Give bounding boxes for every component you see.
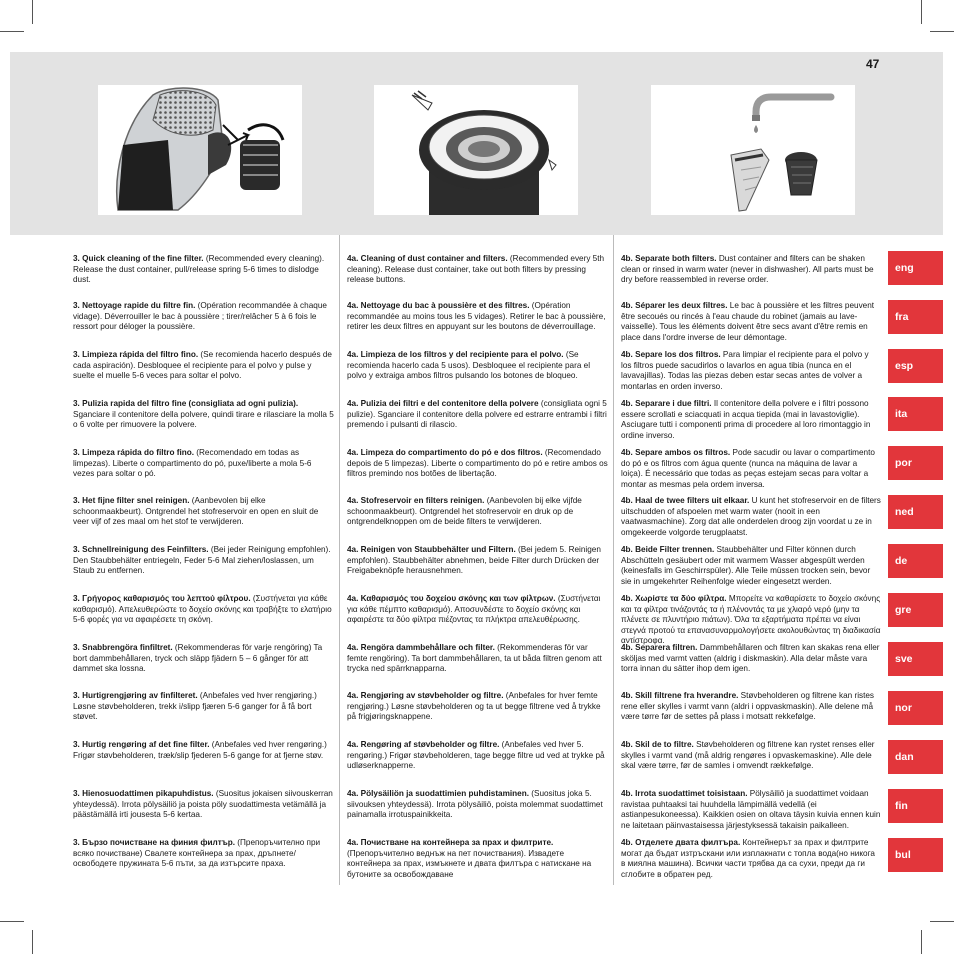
instruction-title: 4b. Separe ambos os filtros. bbox=[621, 448, 731, 457]
instruction-fra bbox=[73, 301, 335, 333]
instruction-title: 3. Hienosuodattimen pikapuhdistus. bbox=[73, 789, 214, 798]
instruction-text: (Opération recommandée au moins tous les 5 vidages). Retirer le bac à poussière, retirer les deux filtres en appuyant sur les boutons de déverrouillage. bbox=[347, 301, 606, 331]
crop-mark bbox=[32, 0, 33, 24]
instruction-text: (Bei jedem 5. Reinigen empfohlen). Staubbehälter abnehmen, beide Filter durch Drücken der Freigabeknöpfe herausnehmen. bbox=[347, 545, 601, 575]
instruction-title: 3. Бързо почистване на финия филтър. bbox=[73, 838, 235, 847]
instruction-dan bbox=[73, 740, 335, 761]
instruction-title: 4a. Rengjøring av støvbeholder og filtre. bbox=[347, 691, 504, 700]
instruction-por bbox=[73, 448, 335, 480]
instruction-text: (Recomendado depois de 5 limpezas). Liberte o compartimento do pó e retire ambos os filtros premindo nos botões de libertação. bbox=[347, 448, 608, 478]
instruction-gre bbox=[621, 594, 881, 647]
instruction-title: 4a. Rengöra dammbehållare och filter. bbox=[347, 643, 495, 652]
instruction-gre bbox=[73, 594, 335, 626]
language-tab-ned: ned bbox=[888, 495, 943, 529]
instruction-title: 3. Schnellreinigung des Feinfilters. bbox=[73, 545, 209, 554]
instruction-title: 4a. Stofreservoir en filters reinigen. bbox=[347, 496, 485, 505]
instruction-sve bbox=[621, 643, 881, 675]
instruction-title: 4a. Reinigen von Staubbehälter und Filtern. bbox=[347, 545, 516, 554]
instruction-text: Støvbeholderen og filtrene kan rystet renses eller skylles i varmt vand (må aldrig rengøres i opvaskemaskine). Alle dele skal være tørre, før de samles i omvendt rækkefølge. bbox=[621, 740, 875, 770]
instruction-title: 4a. Cleaning of dust container and filters. bbox=[347, 254, 508, 263]
instruction-title: 3. Pulizia rapida del filtro fine (consigliata ad ogni pulizia). bbox=[73, 399, 299, 408]
instruction-text: (Recommended every 5th cleaning). Release dust container, take out both filters by pressing release buttons. bbox=[347, 254, 605, 284]
instruction-ita bbox=[621, 399, 881, 441]
language-tab-dan: dan bbox=[888, 740, 943, 774]
language-tab-fra: fra bbox=[888, 300, 943, 334]
crop-mark bbox=[32, 930, 33, 954]
instruction-text: Il contenitore della polvere e i filtri possono essere scrollati e sciacquati in acqua tiepida (mai in lavastoviglie). Asciugare tutti i componenti prima di procedere al loro rimontaggio in ordine inverso. bbox=[621, 399, 871, 440]
illustration-separate-filters bbox=[651, 85, 855, 215]
instruction-nor bbox=[347, 691, 609, 723]
instruction-title: 4b. Separe los dos filtros. bbox=[621, 350, 721, 359]
instruction-text: (Anbefales ved hver rengøring.) Frigør støvbeholderen, træk/slip fjederen 5-6 gange for at fjerne støv. bbox=[73, 740, 327, 760]
language-tab-fin: fin bbox=[888, 789, 943, 823]
instruction-esp bbox=[347, 350, 609, 382]
crop-mark bbox=[921, 930, 922, 954]
language-tab-por: por bbox=[888, 446, 943, 480]
instruction-title: 4a. Καθαρισμός του δοχείου σκόνης και των φίλτρων. bbox=[347, 594, 556, 603]
instruction-ned bbox=[347, 496, 609, 528]
instruction-text: Контейнерът за прах и филтрите могат да бъдат изтръскани или изплакнати с топла вода(но никога в миялна машина). Всички части трябва да са сухи, преди да ги сглобите в обратен ред. bbox=[621, 838, 875, 879]
instruction-title: 4b. Separate both filters. bbox=[621, 254, 717, 263]
instruction-bul bbox=[621, 838, 881, 880]
instruction-bul bbox=[347, 838, 609, 880]
illustration-dust-container bbox=[374, 85, 578, 215]
instruction-text: (Συστήνεται για κάθε πέμπτο καθαρισμό). Αποσυνδέστε το δοχείο σκόνης και αφαιρέστε τα δύο φίλτρα πιέζοντας τα πλήκτρα απελευθέρωσης. bbox=[347, 594, 601, 624]
language-tab-nor: nor bbox=[888, 691, 943, 725]
instruction-text: (Aanbevolen bij elke vijfde schoonmaakbeurt). Ontgrendel het stofreservoir en druk op de ontgrendelknoppen om de beide filters te verwijderen. bbox=[347, 496, 582, 526]
instruction-text: Sganciare il contenitore della polvere, quindi tirare e rilasciare la molla 5 o 6 volte per rimuovere la polvere. bbox=[73, 409, 334, 429]
instruction-eng bbox=[621, 254, 881, 286]
instruction-text: (Recommended every cleaning). Release the dust container, pull/release spring 5-6 times to dislodge dust. bbox=[73, 254, 325, 284]
instruction-gre bbox=[347, 594, 609, 626]
instruction-title: 4a. Limpeza do compartimento do pó e dos filtros. bbox=[347, 448, 543, 457]
crop-mark bbox=[0, 31, 24, 32]
instruction-text: (Anbefales for hver femte rengjøring.) Løsne støvbeholderen og ta ut begge filtrene ved å trykke på frigjøringsknappene. bbox=[347, 691, 601, 721]
crop-mark bbox=[921, 0, 922, 24]
instruction-title: 4a. Nettoyage du bac à poussière et des filtres. bbox=[347, 301, 530, 310]
instruction-esp bbox=[73, 350, 335, 382]
illustration-quick-clean bbox=[98, 85, 302, 215]
instruction-eng bbox=[73, 254, 335, 286]
instruction-title: 4b. Séparer les deux filtres. bbox=[621, 301, 728, 310]
instruction-text: Støvbeholderen og filtrene kan ristes rene eller skylles i varmt vann (aldri i oppvaskmaskin). Alle delene må være tørre før de settes på plass i motsatt rekkefølge. bbox=[621, 691, 875, 721]
instruction-text: Para limpiar el recipiente para el polvo y los filtros puede sacudirlos o lavarlos en agua tibia (nunca en el lavavajillas). Todas las piezas deben estar secas antes de volver a montarlas en orden inverso. bbox=[621, 350, 869, 391]
instruction-text: (Aanbevolen bij elke schoonmaakbeurt). Ontgrendel het stofreservoir en open en sluit de veer vijf of zes maal om het stof te verwijderen. bbox=[73, 496, 319, 526]
language-tab-ita: ita bbox=[888, 397, 943, 431]
instruction-dan bbox=[347, 740, 609, 772]
instruction-fra bbox=[621, 301, 881, 343]
instruction-title: 4b. Haal de twee filters uit elkaar. bbox=[621, 496, 750, 505]
instruction-text: (Se recomienda hacerlo cada 5 usos). Desbloquee el recipiente para el polvo y extraiga ambos filtros pulsando los botones de bloqueo. bbox=[347, 350, 591, 380]
instruction-title: 4a. Limpieza de los filtros y del recipiente para el polvo. bbox=[347, 350, 564, 359]
instruction-nor bbox=[621, 691, 881, 723]
instruction-ned bbox=[621, 496, 881, 538]
column-divider bbox=[613, 235, 614, 885]
language-tab-de: de bbox=[888, 544, 943, 578]
instruction-fin bbox=[621, 789, 881, 831]
instruction-text: Dust container and filters can be shaken clean or rinsed in warm water (never in dishwasher). All parts must be dry before reassembled in reverse order. bbox=[621, 254, 874, 284]
language-tab-sve: sve bbox=[888, 642, 943, 676]
instruction-title: 4a. Pulizia dei filtri e del contenitore della polvere bbox=[347, 399, 539, 408]
instruction-text: (Suositus jokaisen siivouskerran yhteydessä). Irrota pölysäiliö ja poista pöly suodattimesta vetämällä ja päästämällä irti jousesta 5-6 kertaa. bbox=[73, 789, 333, 819]
instruction-text: (Opération recommandée à chaque vidage). Déverrouiller le bac à poussière ; tirer/relâcher 5 à 6 fois le ressort pour déloger la poussière. bbox=[73, 301, 327, 331]
instruction-por bbox=[347, 448, 609, 480]
instruction-title: 4b. Skill filtrene fra hverandre. bbox=[621, 691, 739, 700]
column-divider bbox=[339, 235, 340, 885]
instruction-text: (Bei jeder Reinigung empfohlen). Den Staubbehälter entriegeln, Feder 5-6 Mal ziehen/loslassen, um Staub zu entfernen. bbox=[73, 545, 331, 575]
language-tab-bul: bul bbox=[888, 838, 943, 872]
instruction-text: (Recomendado em todas as limpezas). Liberte o compartimento do pó, puxe/liberte a mola 5-6 vezes para soltar o pó. bbox=[73, 448, 312, 478]
instruction-nor bbox=[73, 691, 335, 723]
instruction-bul bbox=[73, 838, 335, 870]
instruction-text: Staubbehälter und Filter können durch Abschütteln gesäubert oder mit warmem Wasser abgespült werden (keinesfalls im Geschirrspüler). Alle Teile müssen trocken sein, bevor sie in umgekehrter Reihenfolge wieder eingesetzt werden. bbox=[621, 545, 871, 586]
crop-mark bbox=[930, 921, 954, 922]
instruction-title: 4a. Rengøring af støvbeholder og filtre. bbox=[347, 740, 500, 749]
instruction-title: 4a. Почистване на контейнера за прах и филтрите. bbox=[347, 838, 554, 847]
instruction-sve bbox=[73, 643, 335, 675]
instruction-dan bbox=[621, 740, 881, 772]
filters-faucet-illustration bbox=[651, 85, 855, 215]
instruction-title: 4b. Skil de to filtre. bbox=[621, 740, 694, 749]
instruction-title: 3. Limpeza rápida do filtro fino. bbox=[73, 448, 195, 457]
instruction-text: Le bac à poussière et les filtres peuvent être secoués ou rincés à l'eau chaude du robinet (jamais au lave-vaisselle). Tous les éléments doivent être secs avant d'être remis en place dans l'ordre inverse de leur démontage. bbox=[621, 301, 875, 342]
instruction-sve bbox=[347, 643, 609, 675]
instruction-text: Pölysäiliö ja suodattimet voidaan ravistaa puhtaaksi tai huuhdella lämpimällä vedellä (ei astianpesukoneessa). Kaikkien osien on oltava täysin kuivia ennen kuin ne laitetaan päinvastaisessa järjestyksessä takaisin paikalleen. bbox=[621, 789, 881, 830]
instruction-text: U kunt het stofreservoir en de filters uitschudden of afspoelen met warm water (nooit in een vaatwasmachine). Zorg dat alle onderdelen droog zijn voordat u ze in omgekeerde volgorde terugplaatst. bbox=[621, 496, 881, 537]
page-number: 47 bbox=[866, 57, 880, 71]
instruction-title: 3. Nettoyage rapide du filtre fin. bbox=[73, 301, 196, 310]
instruction-title: 4b. Separare i due filtri. bbox=[621, 399, 712, 408]
language-tab-eng: eng bbox=[888, 251, 943, 285]
instruction-title: 3. Snabbrengöra finfiltret. bbox=[73, 643, 173, 652]
instruction-text: (Se recomienda hacerlo después de cada aspiración). Desbloquee el recipiente para el polvo y pulse y suelte el muelle 5-6 veces para soltar el polvo. bbox=[73, 350, 332, 380]
instruction-title: 3. Limpieza rápida del filtro fino. bbox=[73, 350, 199, 359]
instruction-text: Pode sacudir ou lavar o compartimento do pó e os filtros com água quente (nunca na máquina de lavar a loiça). É necessário que todas as peças estejam secas para voltar a montar as mesmas pela ordem inversa. bbox=[621, 448, 875, 489]
instruction-fin bbox=[347, 789, 609, 821]
instruction-ned bbox=[73, 496, 335, 528]
instruction-text: (consigliata ogni 5 pulizie). Sganciare il contenitore della polvere ed estrarre entrambi i filtri premendo i pulsanti di rilascio. bbox=[347, 399, 607, 429]
instruction-eng bbox=[347, 254, 609, 286]
crop-mark bbox=[0, 921, 24, 922]
instruction-text: Dammbehållaren och filtren kan skakas rena eller sköljas med varmt vatten (aldrig i diskmaskin). Alla delar måste vara torra innan du sätter ihop dem igen. bbox=[621, 643, 880, 673]
instruction-text: (Rekommenderas för var femte rengöring). Ta bort dammbehållaren, ta ut båda filtren genom att trycka ned spärrknapparna. bbox=[347, 643, 602, 673]
language-tab-esp: esp bbox=[888, 349, 943, 383]
instruction-text: (Препоръчително при всяко почистване) Свалете контейнера за прах, дръпнете/освободете пружината 5-6 пъти, за да изтърсите праха. bbox=[73, 838, 321, 868]
instruction-title: 3. Quick cleaning of the fine filter. bbox=[73, 254, 204, 263]
dust-container-illustration bbox=[374, 85, 578, 215]
instruction-title: 4b. Отделете двата филтъра. bbox=[621, 838, 741, 847]
instruction-text: (Rekommenderas för varje rengöring) Ta bort dammbehållaren, tryck och släpp fjädern 5 – 6 gånger för att dammet ska lossna. bbox=[73, 643, 323, 673]
instruction-title: 3. Γρήγορος καθαρισμός του λεπτού φίλτρου. bbox=[73, 594, 251, 603]
instruction-title: 4b. Separera filtren. bbox=[621, 643, 698, 652]
vacuum-filter-illustration bbox=[98, 85, 302, 215]
instruction-de bbox=[347, 545, 609, 577]
instruction-title: 3. Hurtig rengøring af det fine filter. bbox=[73, 740, 210, 749]
instruction-title: 3. Hurtigrengjøring av finfilteret. bbox=[73, 691, 198, 700]
instruction-text: (Suositus joka 5. siivouksen yhteydessä). Irrota pölysäiliö, poista molemmat suodattimet painamalla irrotuspainikkeita. bbox=[347, 789, 603, 819]
instruction-title: 4b. Χωρίστε τα δύο φίλτρα. bbox=[621, 594, 727, 603]
instruction-fin bbox=[73, 789, 335, 821]
instruction-fra bbox=[347, 301, 609, 333]
instruction-title: 4a. Pölysäiliön ja suodattimien puhdistaminen. bbox=[347, 789, 529, 798]
instruction-title: 4b. Irrota suodattimet toisistaan. bbox=[621, 789, 748, 798]
instruction-text: (Συστήνεται για κάθε καθαρισμό). Απελευθερώστε το δοχείο σκόνης και τραβήξτε το ελατήριο 5-6 φορές για να αφαιρέσετε τη σκόνη. bbox=[73, 594, 332, 624]
instruction-por bbox=[621, 448, 881, 490]
instruction-de bbox=[621, 545, 881, 587]
instruction-de bbox=[73, 545, 335, 577]
crop-mark bbox=[930, 31, 954, 32]
instruction-text: (Препоръчително веднъж на пет почиствания). Извадете контейнера за прах, измъкнете и двата филтъра с натискане на бутоните за освобождаване bbox=[347, 848, 592, 879]
language-tab-gre: gre bbox=[888, 593, 943, 627]
instruction-text: Μπορείτε να καθαρίσετε το δοχείο σκόνης και τα φίλτρα τινάζοντάς τα ή πλένοντάς τα με χλιαρό νερό (μην τα πλένετε σε πλυντήριο πιάτων). Όλα τα εξαρτήματα πρέπει να είναι στεγνά προτού τα επανασυναρμολογήσετε ακολουθώντας τη διαδικασία αντίστροφα. bbox=[621, 594, 881, 645]
instruction-text: (Anbefales ved hver rengjøring.) Løsne støvbeholderen, trekk i/slipp fjæren 5-6 ganger for å få bort støvet. bbox=[73, 691, 317, 721]
instruction-ita bbox=[73, 399, 335, 431]
instruction-esp bbox=[621, 350, 881, 392]
instruction-ita bbox=[347, 399, 609, 431]
instruction-text: (Anbefales ved hver 5. rengøring.) Frigør støvbeholderen, tage begge filtre ud ved at trykke på udløserknapperne. bbox=[347, 740, 605, 770]
instruction-title: 4b. Beide Filter trennen. bbox=[621, 545, 715, 554]
instruction-title: 3. Het fijne filter snel reinigen. bbox=[73, 496, 190, 505]
